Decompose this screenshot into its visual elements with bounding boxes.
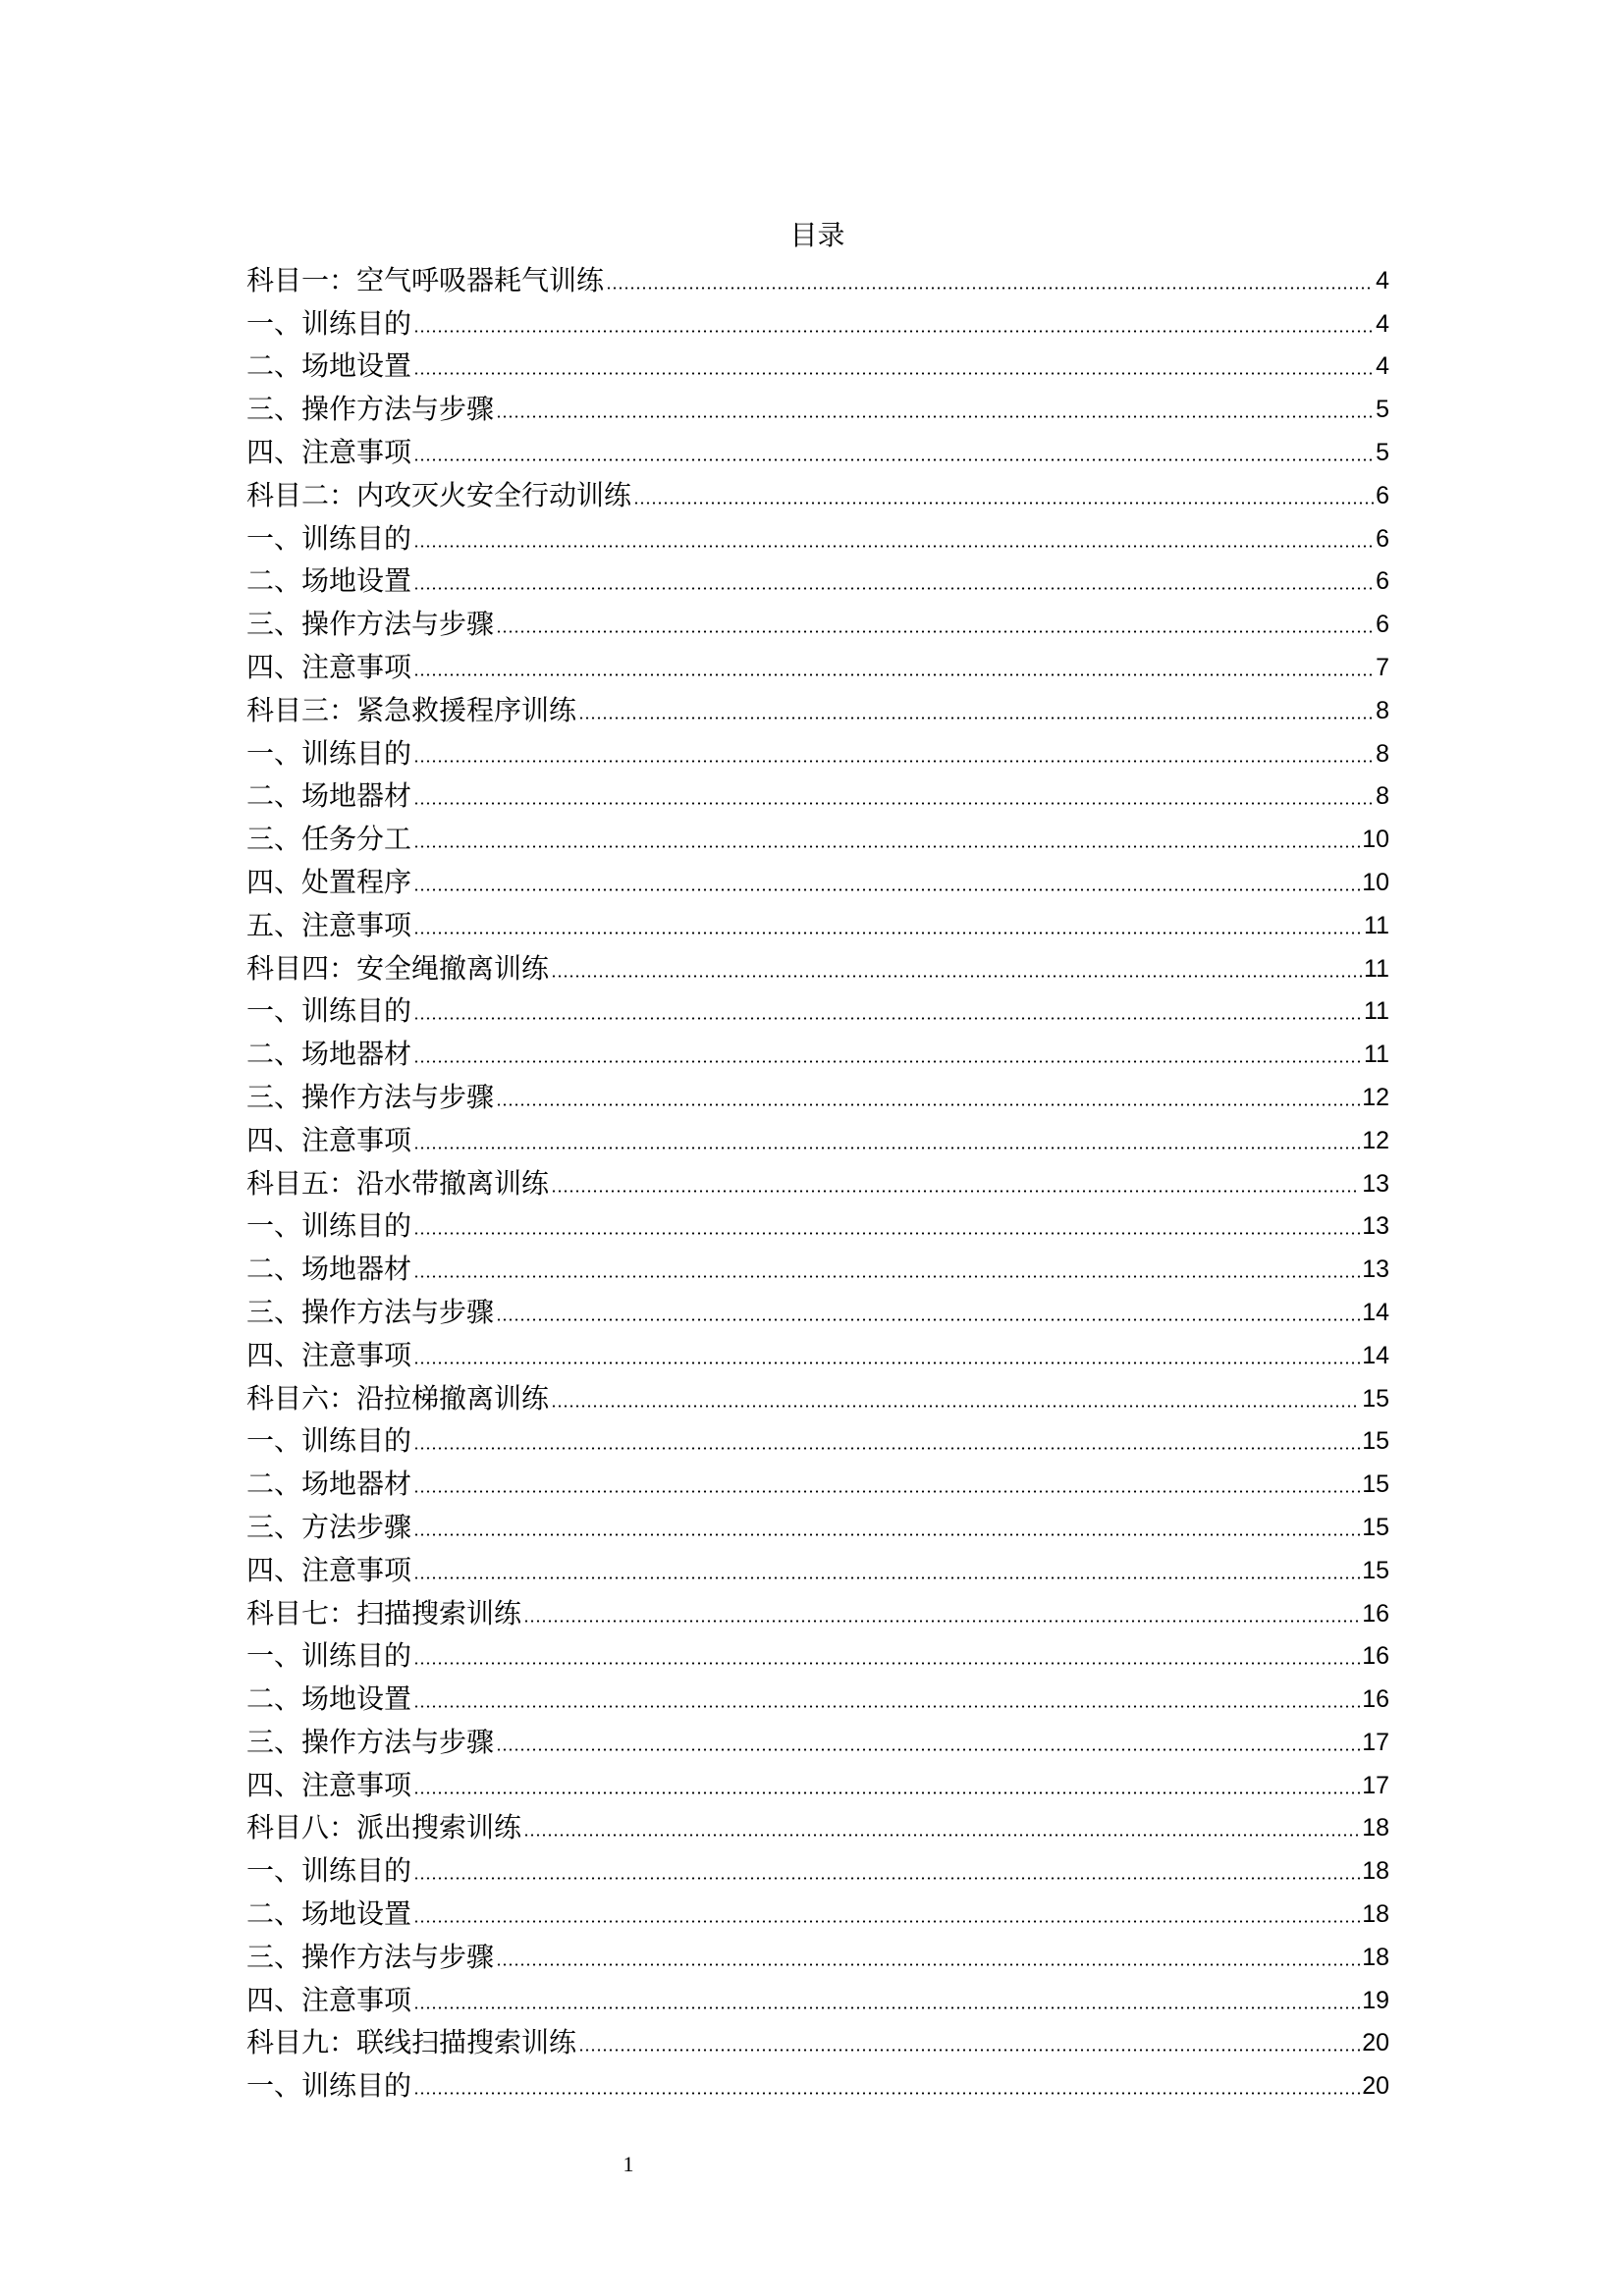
toc-dot-leader [413,1017,1362,1020]
toc-entry-label: 三、操作方法与步骤 [246,393,495,426]
toc-section-entry[interactable] [246,1762,1389,1805]
toc-section-entry[interactable] [246,859,1389,902]
toc-entry-page-number: 8 [1376,696,1389,724]
toc-dot-leader [413,458,1374,461]
toc-entry-page-number: 4 [1376,266,1389,294]
toc-entry-page-number: 6 [1376,481,1389,509]
toc-entry-label: 一、训练目的 [246,1209,412,1243]
toc-dot-leader [413,1705,1360,1708]
toc-entry-page-number: 20 [1362,2029,1389,2057]
toc-entry-label: 二、场地设置 [246,1682,412,1716]
toc-dot-leader [413,1147,1360,1149]
toc-entry-label: 一、训练目的 [246,306,412,340]
toc-entry-label: 科目七：扫描搜索训练 [246,1596,522,1629]
toc-entry-label: 三、操作方法与步骤 [246,1080,495,1113]
toc-entry-page-number: 4 [1376,309,1389,338]
toc-entry-label: 一、训练目的 [246,1639,412,1673]
toc-dot-leader [551,1190,1360,1193]
toc-entry-label: 科目六：沿拉梯撤离训练 [246,1381,550,1415]
toc-dot-leader [606,287,1374,290]
toc-chapter-entry[interactable] [246,945,1389,988]
toc-section-entry[interactable] [246,344,1389,387]
toc-section-entry[interactable] [246,1074,1389,1117]
toc-section-entry[interactable] [246,515,1389,559]
toc-entry-label: 二、场地设置 [246,1897,412,1931]
toc-dot-leader [413,1877,1360,1880]
toc-entry-page-number: 13 [1362,1169,1389,1198]
toc-section-entry[interactable] [246,730,1389,774]
toc-dot-leader [413,1791,1360,1794]
toc-chapter-entry[interactable] [246,472,1389,515]
toc-section-entry[interactable] [246,559,1389,602]
toc-entry-label: 一、训练目的 [246,1424,412,1458]
toc-entry-label: 二、场地器材 [246,779,412,813]
toc-dot-leader [496,1963,1360,1966]
toc-section-entry[interactable] [246,1847,1389,1891]
toc-entry-label: 四、注意事项 [246,435,412,468]
toc-entry-label: 二、场地设置 [246,349,412,383]
toc-section-entry[interactable] [246,1332,1389,1375]
toc-entry-page-number: 10 [1362,826,1389,854]
toc-entry-page-number: 15 [1362,1384,1389,1413]
toc-chapter-entry[interactable] [246,1805,1389,1848]
toc-entry-label: 五、注意事项 [246,908,412,941]
toc-entry-label: 三、方法步骤 [246,1510,412,1543]
toc-dot-leader [413,1362,1360,1364]
toc-entry-label: 三、任务分工 [246,823,412,856]
toc-dot-leader [496,415,1374,418]
toc-entry-label: 四、注意事项 [246,1553,412,1586]
toc-chapter-entry[interactable] [246,1160,1389,1203]
toc-chapter-entry[interactable] [246,1590,1389,1633]
toc-entry-page-number: 5 [1376,438,1389,466]
toc-dot-leader [413,1275,1360,1278]
toc-section-entry[interactable] [246,1203,1389,1247]
toc-entry-label: 科目一：空气呼吸器耗气训练 [246,263,605,296]
toc-entry-page-number: 11 [1364,954,1389,983]
toc-dot-leader [413,545,1374,548]
toc-dot-leader [413,1232,1360,1235]
toc-entry-label: 一、训练目的 [246,994,412,1028]
toc-dot-leader [578,717,1374,720]
toc-dot-leader [413,587,1374,590]
toc-entry-label: 三、操作方法与步骤 [246,1940,495,1973]
toc-entry-page-number: 11 [1364,997,1389,1026]
toc-entry-label: 科目三：紧急救援程序训练 [246,693,577,726]
toc-entry-page-number: 6 [1376,611,1389,639]
toc-section-entry[interactable] [246,1633,1389,1677]
toc-dot-leader [413,372,1374,375]
toc-dot-leader [413,1533,1360,1536]
toc-entry-page-number: 14 [1362,1298,1389,1326]
toc-entry-page-number: 6 [1376,567,1389,596]
toc-dot-leader [551,1405,1360,1408]
toc-section-entry[interactable] [246,816,1389,859]
toc-entry-label: 四、注意事项 [246,1983,412,2016]
toc-dot-leader [413,1920,1360,1923]
toc-title: 目录 [789,219,845,251]
toc-chapter-entry[interactable] [246,687,1389,730]
toc-entry-label: 一、训练目的 [246,736,412,770]
toc-entry-label: 二、场地设置 [246,564,412,598]
toc-entry-page-number: 11 [1364,1041,1389,1069]
toc-dot-leader [413,888,1360,891]
toc-entry-page-number: 20 [1362,2072,1389,2101]
toc-entry-label: 科目八：派出搜索训练 [246,1811,522,1844]
toc-section-entry[interactable] [246,1719,1389,1762]
toc-entry-label: 科目四：安全绳撤离训练 [246,951,550,985]
toc-entry-label: 四、注意事项 [246,1123,412,1156]
toc-section-entry[interactable] [246,644,1389,687]
toc-entry-label: 一、训练目的 [246,2069,412,2103]
toc-entry-page-number: 17 [1362,1771,1389,1799]
toc-section-entry[interactable] [246,429,1389,472]
toc-section-entry[interactable] [246,386,1389,429]
toc-entry-page-number: 18 [1362,1900,1389,1929]
toc-entry-page-number: 15 [1362,1427,1389,1456]
toc-dot-leader [413,1447,1360,1450]
toc-section-entry[interactable] [246,1504,1389,1547]
toc-section-entry[interactable] [246,1547,1389,1590]
toc-chapter-entry[interactable] [246,2020,1389,2063]
toc-entry-label: 四、注意事项 [246,650,412,683]
toc-entry-page-number: 7 [1376,653,1389,681]
toc-section-entry[interactable] [246,1934,1389,1977]
toc-section-entry[interactable] [246,1418,1389,1462]
table-of-contents [246,257,1389,2106]
toc-entry-label: 科目二：内攻灭火安全行动训练 [246,478,632,511]
toc-entry-label: 科目九：联线扫描搜索训练 [246,2026,577,2059]
toc-section-entry[interactable] [246,1289,1389,1332]
toc-entry-page-number: 12 [1362,1126,1389,1154]
toc-dot-leader [496,1748,1360,1751]
toc-entry-page-number: 18 [1362,1814,1389,1842]
toc-entry-label: 二、场地器材 [246,1468,412,1501]
toc-entry-label: 科目五：沿水带撤离训练 [246,1166,550,1200]
toc-entry-page-number: 19 [1362,1986,1389,2014]
toc-dot-leader [496,1103,1360,1106]
toc-entry-page-number: 12 [1362,1083,1389,1111]
toc-entry-page-number: 16 [1362,1642,1389,1671]
toc-entry-label: 一、训练目的 [246,1854,412,1888]
toc-dot-leader [523,1620,1360,1623]
toc-entry-page-number: 13 [1362,1255,1389,1284]
toc-entry-page-number: 10 [1362,868,1389,896]
toc-chapter-entry[interactable] [246,257,1389,300]
toc-entry-page-number: 17 [1362,1728,1389,1756]
toc-dot-leader [413,1576,1360,1579]
page-number: 1 [623,2152,634,2176]
toc-entry-page-number: 15 [1362,1470,1389,1499]
toc-entry-page-number: 18 [1362,1943,1389,1971]
toc-entry-page-number: 16 [1362,1599,1389,1628]
toc-section-entry[interactable] [246,2062,1389,2106]
toc-entry-page-number: 15 [1362,1513,1389,1541]
toc-entry-page-number: 16 [1362,1685,1389,1714]
toc-dot-leader [413,1060,1362,1063]
toc-dot-leader [496,630,1374,633]
toc-entry-page-number: 15 [1362,1556,1389,1584]
toc-entry-page-number: 6 [1376,524,1389,553]
toc-section-entry[interactable] [246,1891,1389,1934]
toc-entry-label: 二、场地器材 [246,1038,412,1071]
toc-entry-page-number: 8 [1376,782,1389,811]
toc-entry-page-number: 4 [1376,352,1389,381]
toc-section-entry[interactable] [246,601,1389,644]
toc-dot-leader [496,1318,1360,1321]
toc-dot-leader [551,975,1362,978]
toc-section-entry[interactable] [246,988,1389,1032]
toc-section-entry[interactable] [246,1031,1389,1074]
toc-dot-leader [633,502,1374,505]
toc-section-entry[interactable] [246,1977,1389,2020]
toc-entry-page-number: 5 [1376,396,1389,424]
toc-dot-leader [413,2006,1360,2009]
toc-dot-leader [413,932,1362,934]
toc-section-entry[interactable] [246,1676,1389,1719]
toc-dot-leader [523,1834,1360,1837]
toc-entry-label: 四、处置程序 [246,865,412,898]
toc-entry-label: 三、操作方法与步骤 [246,1295,495,1328]
toc-entry-label: 一、训练目的 [246,521,412,555]
toc-section-entry[interactable] [246,902,1389,945]
toc-entry-page-number: 18 [1362,1857,1389,1886]
toc-dot-leader [578,2049,1360,2052]
toc-entry-label: 四、注意事项 [246,1338,412,1371]
toc-dot-leader [413,1490,1360,1493]
toc-section-entry[interactable] [246,1461,1389,1504]
toc-entry-page-number: 14 [1362,1341,1389,1369]
toc-section-entry[interactable] [246,1117,1389,1160]
toc-entry-page-number: 8 [1376,739,1389,768]
toc-entry-label: 四、注意事项 [246,1768,412,1801]
toc-dot-leader [413,330,1374,333]
toc-entry-label: 三、操作方法与步骤 [246,1725,495,1758]
toc-dot-leader [413,845,1360,848]
toc-dot-leader [413,1662,1360,1665]
toc-dot-leader [413,760,1374,763]
toc-dot-leader [413,2092,1360,2095]
toc-chapter-entry[interactable] [246,1375,1389,1418]
toc-section-entry[interactable] [246,774,1389,817]
toc-section-entry[interactable] [246,1246,1389,1289]
toc-section-entry[interactable] [246,300,1389,344]
toc-entry-label: 三、操作方法与步骤 [246,608,495,641]
toc-entry-label: 二、场地器材 [246,1253,412,1286]
toc-dot-leader [413,673,1374,676]
toc-entry-page-number: 13 [1362,1212,1389,1241]
toc-entry-page-number: 11 [1364,911,1389,939]
toc-dot-leader [413,802,1374,805]
